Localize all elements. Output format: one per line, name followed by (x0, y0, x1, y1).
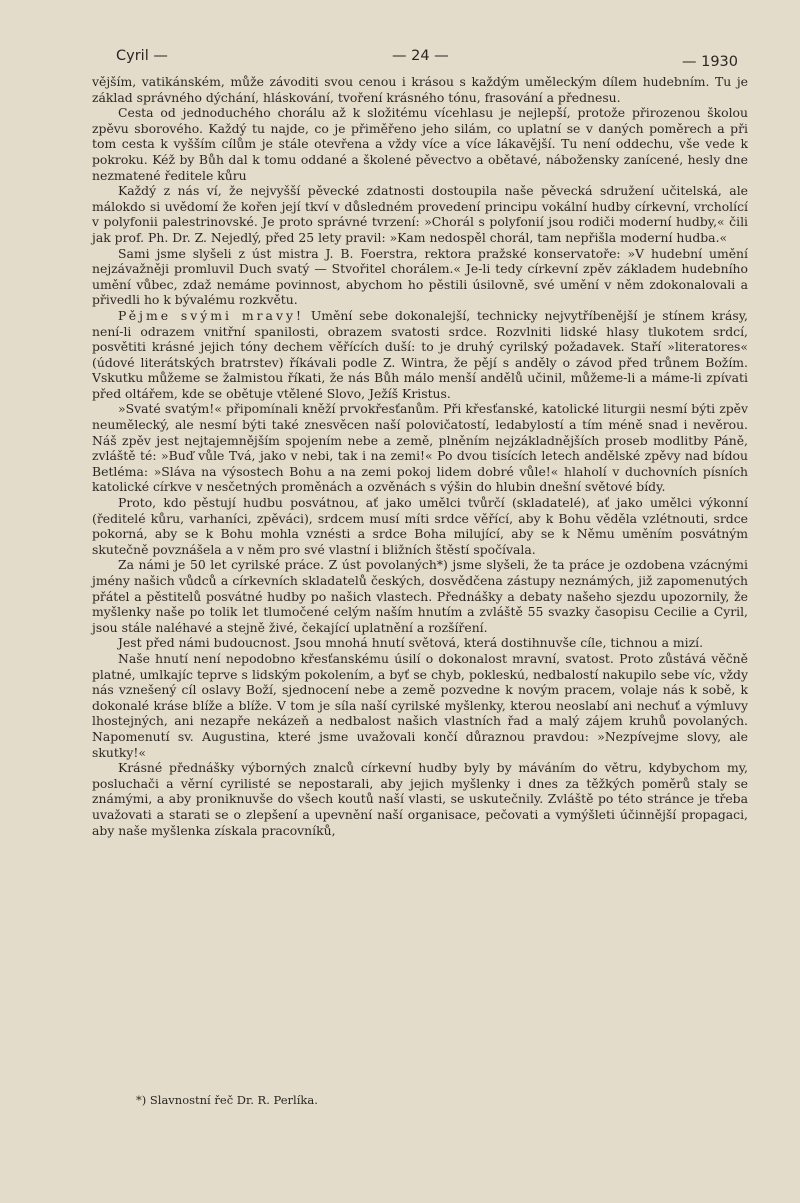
paragraph: vějším, vatikánském, může závoditi svou cenou i krásou s každým uměleckým dílem hudebním. Tu je základ správného dýchání, hláskování, tvoření krásného tónu, frasování a přednesu. (92, 74, 748, 105)
running-header (92, 44, 748, 72)
paragraph: Každý z nás ví, že nejvyšší pěvecké zdatnosti dostoupila naše pěvecká sdružení učitelská, ale málokdo si uvědomí že kořen její tkví v důsledném provedení principu vokální hudby církevní, vrcholící v polyfonii palestrinovské. Je proto správné tvrzení: »Chorál s polyfonií jsou rodiči moderní hudby,« čili jak prof. Ph. Dr. Z. Nejedlý, před 25 lety pravil: »Kam nedospěl chorál, tam nepřišla moderní hudba.« (92, 183, 748, 245)
page-number: — 24 — (392, 48, 449, 64)
header-journal-title: Cyril — (116, 48, 168, 64)
header-year: — 1930 (681, 54, 738, 70)
paragraph: Krásné přednášky výborných znalců církevní hudby byly by máváním do větru, kdybychom my, posluchači a věrní cyrilisté se nepostarali, aby jejich myšlenky i dnes za těžkých poměrů staly se známými, a aby proniknuvše do všech koutů naší vlasti, se uskutečnily. Zvláště po této stránce je třeba uvažovati a starati se o zlepšení a upevnění naší organisace, pečovati a vymýšleti účinnější propagaci, aby naše myšlenka získala pracovníků, (92, 760, 748, 838)
paragraph: Proto, kdo pěstují hudbu posvátnou, ať jako umělci tvůrčí (skladatelé), ať jako umělci výkonní (ředitelé kůru, varhaníci, zpěváci), srdcem musí míti srdce věřící, aby k Bohu věděla vzlétnouti, srdce pokorná, aby se k Bohu mohla vznésti a srdce Boha milující, aby se k Němu uměním posvátným skutečně povznášela a v něm pro své vlastní i bližních štěstí spočívala. (92, 495, 748, 557)
paragraph: Pějme svými mravy! Umění sebe dokonalejší, technicky nejvytříbenější je stínem krásy, není-li odrazem vnitřní spanilosti, obrazem svatosti srdce. Rozvlniti lidské hlasy tlukotem srdcí, posvětiti krásné jejich tóny dechem věřících duší: to je druhý cyrilský požadavek. Staří »literatores« (údové literátských bratrstev) říkávali podle Z. Wintra, že pějí s anděly o závod před trůnem Božím. Vskutku můžeme se žalmistou říkati, že nás Bůh málo menší andělů učinil, můžeme-li a máme-li zpívati před oltářem, kde se obětuje vtělené Slovo, Ježíš Kristus. (92, 307, 748, 401)
spaced-emphasis: Pějme svými mravy! (118, 307, 304, 323)
paragraph: Naše hnutí není nepodobno křesťanskému úsilí o dokonalost mravní, svatost. Proto zůstává věčně platné, umlkajíc teprve s lidským pokolením, a byť se chyb, pokleskú, nedbalostí nakupilo sebe víc, vždy nás vznešený cíl oslavy Boží, sjednocení nebe a země pozvedne k novým pracem, volaje nás k sobě, k dokonalé kráse blíže a blíže. V tom je síla naší cyrilské myšlenky, kterou neoslabí ani nechuť a výmluvy lhostejných, ani nezapře nekázeň a nedbalost našich vlastních řad a malý zájem kruhů povolaných. Napomenutí sv. Augustina, které jsme uvažovali končí důraznou pravdou: »Nezpívejme slovy, ale skutky!« (92, 650, 748, 760)
paragraph: »Svaté svatým!« připomínali kněží prvokřesťanům. Při křesťanské, katolické liturgii nesmí býti zpěv neumělecký, ale nesmí býti také znesvěcen naší polovičatostí, ledabylostí a tím méně snad i nevěrou. Náš zpěv jest nejtajemnějším spojením nebe a země, plněním nejzákladnějších proseb modlitby Páně, zvláště té: »Buď vůle Tvá, jako v nebi, tak i na zemi!« Po dvou tisících letech andělské zpěvy nad bídou Betléma: »Sláva na výsostech Bohu a na zemi pokoj lidem dobré vůle!« hlaholí v duchovních písních katolické církve v nesčetných proměnách a ozvěnách s výšin do hlubin dnešní světové bídy. (92, 401, 748, 495)
footnote: *) Slavnostní řeč Dr. R. Perlíka. (136, 1093, 318, 1107)
article-body (92, 74, 748, 838)
paragraph: Sami jsme slyšeli z úst mistra J. B. Foerstra, rektora pražské konservatoře: »V hudební umění nejzávažněji promluvil Duch svatý — Stvořitel chorálem.« Je-li tedy církevní zpěv základem hudebního umění vůbec, zdaž nemáme povinnost, abychom ho pěstili úsilovně, své umění v něm zdokonalovali a přivedli ho k bývalému rozkvětu. (92, 245, 748, 308)
paragraph: Za námi je 50 let cyrilské práce. Z úst povolaných*) jsme slyšeli, že ta práce je ozdobena vzácnými jmény našich vůdců a církevních skladatelů českých, dosvědčena zástupy neznámých, již zapomenutých přátel a pěstitelů posvátné hudby po našich vlastech. Přednášky a debaty našeho sjezdu upozornily, že myšlenky naše po tolik let tlumočené celým naším hnutím a zvláště 55 svazky časopisu Cecilie a Cyril, jsou stále naléhavé a stejně živé, čekající uplatnění a rozšíření. (92, 557, 748, 635)
paragraph: Jest před námi budoucnost. Jsou mnohá hnutí světová, která dostihnuvše cíle, tichnou a mizí. (118, 635, 704, 651)
paragraph: Cesta od jednoduchého chorálu až k složitému vícehlasu je nejlepší, protože přirozenou školou zpěvu sborového. Každý tu najde, co je přiměřeno jeho silám, co uplatní se v daných poměrech a při tom cesta k vyšším cílům je stále otevřena a vždy více a více lákavější. Tu není oddechu, vše vede k pokroku. Kéž by Bůh dal k tomu oddané a školené pěvectvo a obětavé, nábožensky zanícené, hesly dne nezmatené ředitele kůru (92, 105, 748, 183)
